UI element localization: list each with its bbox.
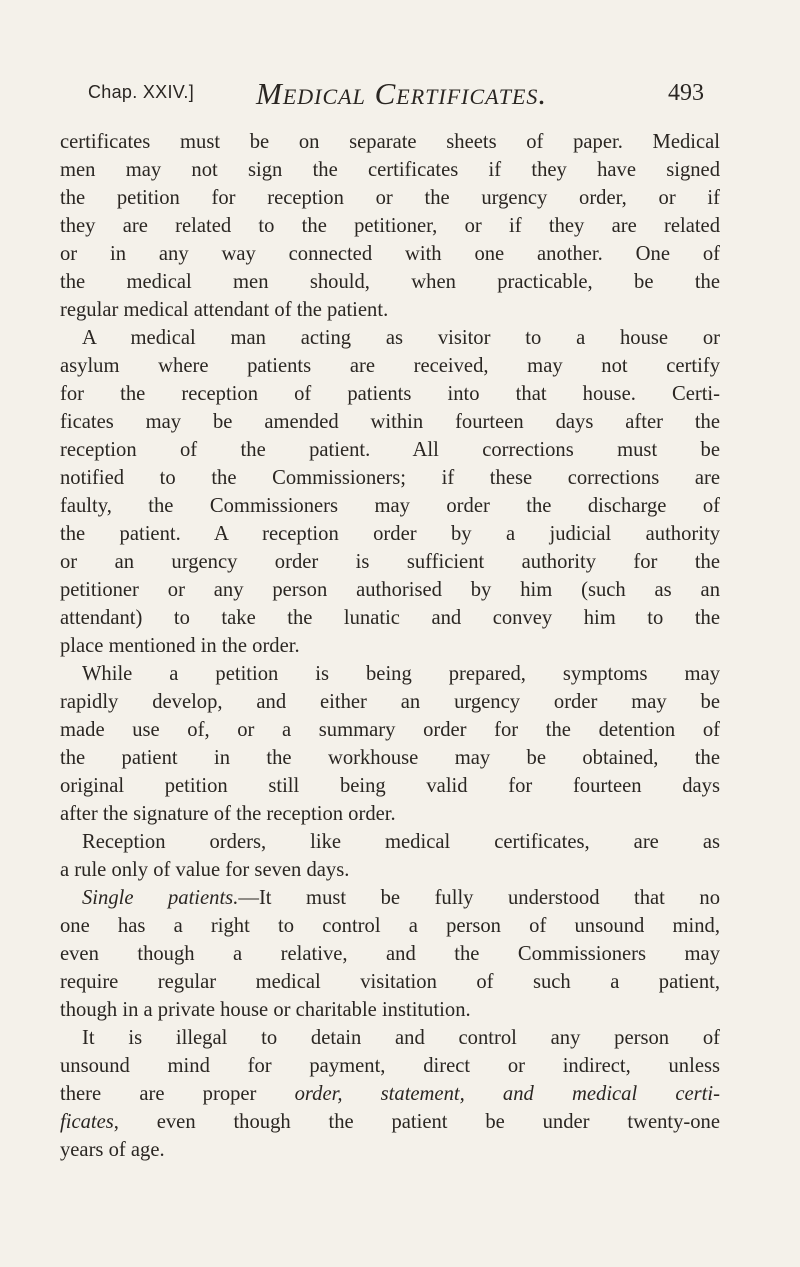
text-line: men may not sign the certificates if they have signed bbox=[60, 159, 720, 181]
text-line: unsound mind for payment, direct or indirect, unless bbox=[60, 1055, 720, 1077]
text-line: made use of, or a summary order for the detention of bbox=[60, 719, 720, 741]
text-line: the medical men should, when practicable, be the bbox=[60, 271, 720, 293]
text-line: the petition for reception or the urgency order, or if bbox=[60, 187, 720, 209]
text-line: Reception orders, like medical certificates, are as bbox=[82, 831, 720, 853]
text-line: Single patients.—It must be fully understood that no bbox=[82, 887, 721, 909]
page-number: 493 bbox=[668, 80, 704, 106]
chapter-label: Chap. XXIV.] bbox=[88, 82, 195, 102]
text-line: certificates must be on separate sheets of paper. Medical bbox=[60, 131, 720, 153]
text-line: require regular medical visitation of such a patient, bbox=[60, 971, 720, 993]
text-line: A medical man acting as visitor to a house or bbox=[82, 327, 720, 349]
text-line: after the signature of the reception order. bbox=[60, 803, 396, 825]
text-line: notified to the Commissioners; if these corrections are bbox=[60, 467, 720, 489]
text-line: there are proper order, statement, and medical certi- bbox=[60, 1083, 720, 1105]
text-line: asylum where patients are received, may not certify bbox=[60, 355, 720, 377]
text-line: regular medical attendant of the patient. bbox=[60, 299, 389, 321]
text-line: the patient. A reception order by a judicial authority bbox=[60, 523, 720, 545]
text-line: though in a private house or charitable institution. bbox=[60, 999, 471, 1021]
text-line: rapidly develop, and either an urgency order may be bbox=[60, 691, 720, 713]
text-line: ficates may be amended within fourteen days after the bbox=[60, 411, 720, 433]
text-line: or in any way connected with one another. One of bbox=[60, 243, 720, 265]
page-header bbox=[88, 76, 708, 116]
text-line: It is illegal to detain and control any person of bbox=[82, 1027, 720, 1049]
text-line: ficates, even though the patient be under twenty-one bbox=[60, 1111, 720, 1133]
text-line: they are related to the petitioner, or if they are related bbox=[60, 215, 720, 237]
text-line: a rule only of value for seven days. bbox=[60, 859, 350, 881]
text-line: one has a right to control a person of unsound mind, bbox=[60, 915, 720, 937]
text-line: original petition still being valid for fourteen days bbox=[60, 775, 720, 797]
text-line: faulty, the Commissioners may order the discharge of bbox=[60, 495, 720, 517]
text-line: place mentioned in the order. bbox=[60, 635, 300, 657]
text-line: the patient in the workhouse may be obtained, the bbox=[60, 747, 720, 769]
text-line: reception of the patient. All corrections must be bbox=[60, 439, 720, 461]
text-line: While a petition is being prepared, symptoms may bbox=[82, 663, 720, 685]
text-line: attendant) to take the lunatic and convey him to the bbox=[60, 607, 720, 629]
text-line: petitioner or any person authorised by him (such as an bbox=[60, 579, 720, 601]
text-line: or an urgency order is sufficient authority for the bbox=[60, 551, 720, 573]
text-line: for the reception of patients into that house. Certi- bbox=[60, 383, 720, 405]
text-line: years of age. bbox=[60, 1139, 165, 1161]
body-text bbox=[60, 128, 720, 1164]
running-title: Medical Certificates. bbox=[256, 76, 548, 111]
text-line: even though a relative, and the Commissioners may bbox=[60, 943, 720, 965]
